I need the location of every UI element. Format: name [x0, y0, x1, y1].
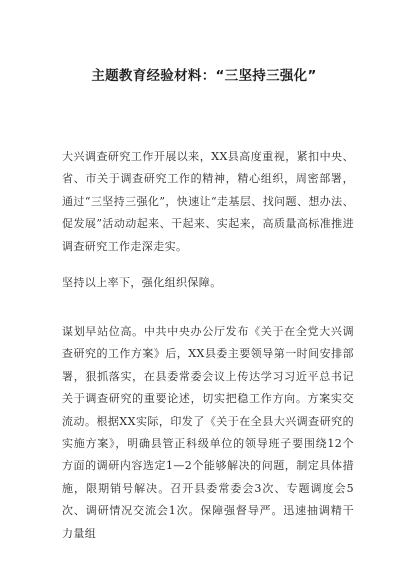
- paragraph-intro: 大兴调查研究工作开展以来，XX县高度重视，紧扣中央、省、市关于调查研究工作的精神，精心组织，周密部署，通过“三坚持三强化”，快速让“走基层、找问题、想办法、促发展”活动动起来、干起来、实起来，高质量高标准推进调查研究工作走深走实。: [62, 150, 354, 253]
- paragraph-heading-1: 坚持以上率下，强化组织保障。: [62, 276, 222, 289]
- paragraph-body-1: 谋划早站位高。中共中央办公厅发布《关于在全党大兴调查研究的工作方案》后，XX县委主要领导第一时间安排部署，狠抓落实，在县委常委会议上传达学习习近平总书记关于调查研究的重要论述，切实把稳工作方向。方案实交流动。根据XX实际，印发了《关于在全县大兴调查研究的实施方案》，明确县管正科级单位的领导班子要围绕12个方面的调研内容选定1—2个能够解决的问题，制定具体措施，限期销号解决。召开县委常委会3次、专题调度会5次、调研情况交流会1次。保障强督导严。迅速抽调精干力量组: [62, 325, 354, 540]
- document-title: 主题教育经验材料：“三坚持三强化”: [91, 68, 317, 84]
